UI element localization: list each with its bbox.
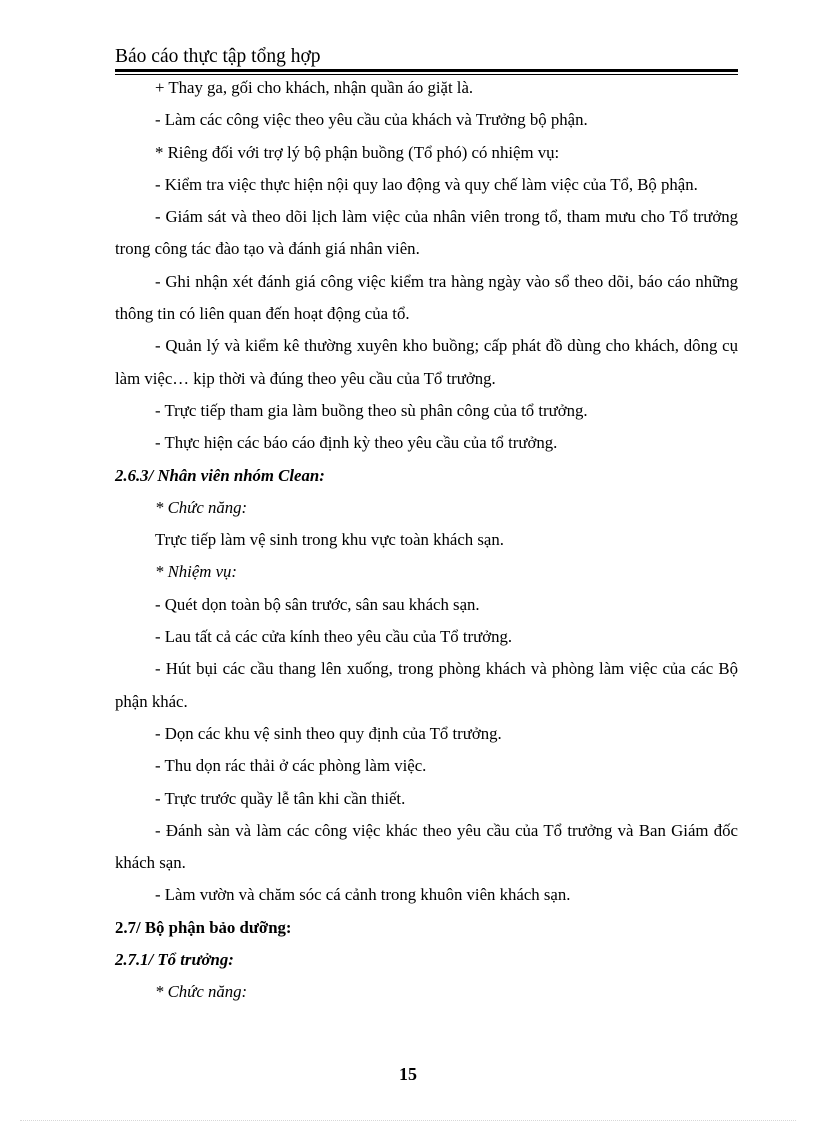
body-paragraph: - Quét dọn toàn bộ sân trước, sân sau khách sạn. xyxy=(155,594,480,614)
body-paragraph: - Thực hiện các báo cáo định kỳ theo yêu cầu của tổ trưởng. xyxy=(155,433,558,453)
sub-heading: * Chức năng: xyxy=(155,982,248,1002)
body-paragraph: - Trực tiếp tham gia làm buồng theo sù phân công của tổ trưởng. xyxy=(155,400,588,420)
body-paragraph: - Kiểm tra việc thực hiện nội quy lao động và quy chế làm việc của Tổ, Bộ phận. xyxy=(155,174,698,194)
body-paragraph: - Quản lý và kiểm kê thường xuyên kho buồng; cấp phát đồ dùng cho khách, dông cụ làm việc… kịp thời và đúng theo yêu cầu của Tổ trưởng. xyxy=(115,336,738,388)
document-body xyxy=(115,72,738,1009)
section-heading: 2.7.1/ Tổ trưởng: xyxy=(115,950,234,970)
section-heading: 2.6.3/ Nhân viên nhóm Clean: xyxy=(115,465,325,485)
body-paragraph: - Giám sát và theo dõi lịch làm việc của nhân viên trong tổ, tham mưu cho Tổ trưởng trong công tác đào tạo và đánh giá nhân viên. xyxy=(115,207,738,259)
body-paragraph: - Dọn các khu vệ sinh theo quy định của Tổ trưởng. xyxy=(155,723,502,743)
body-paragraph: - Làm vườn và chăm sóc cá cảnh trong khuôn viên khách sạn. xyxy=(155,885,571,905)
sub-heading: * Chức năng: xyxy=(155,497,248,517)
body-paragraph: * Riêng đối với trợ lý bộ phận buồng (Tổ phó) có nhiệm vụ: xyxy=(155,142,560,162)
body-paragraph: + Thay ga, gối cho khách, nhận quần áo giặt là. xyxy=(155,78,474,97)
page-number: 15 xyxy=(399,1064,417,1084)
body-paragraph: Trực tiếp làm vệ sinh trong khu vực toàn khách sạn. xyxy=(155,530,504,550)
page-bottom-divider xyxy=(20,1120,796,1121)
body-paragraph: - Ghi nhận xét đánh giá công việc kiểm tra hàng ngày vào sổ theo dõi, báo cáo những thông tin có liên quan đến hoạt động của tổ. xyxy=(115,271,738,324)
body-paragraph: - Lau tất cả các cửa kính theo yêu cầu của Tổ trưởng. xyxy=(155,627,513,647)
document-header-title: Báo cáo thực tập tổng hợp xyxy=(115,46,321,67)
body-paragraph: - Đánh sàn và làm các công việc khác theo yêu cầu của Tổ trưởng và Ban Giám đốc khách sạn. xyxy=(115,820,738,873)
body-paragraph: - Hút bụi các cầu thang lên xuống, trong phòng khách và phòng làm việc của các Bộ phận khác. xyxy=(115,659,738,711)
section-heading: 2.7/ Bộ phận bảo dưỡng: xyxy=(115,917,292,937)
sub-heading: * Nhiệm vụ: xyxy=(155,562,238,582)
body-paragraph: - Thu dọn rác thải ở các phòng làm việc. xyxy=(155,756,427,776)
body-paragraph: - Trực trước quầy lễ tân khi cần thiết. xyxy=(155,788,406,808)
body-paragraph: - Làm các công việc theo yêu cầu của khách và Trưởng bộ phận. xyxy=(155,110,588,130)
